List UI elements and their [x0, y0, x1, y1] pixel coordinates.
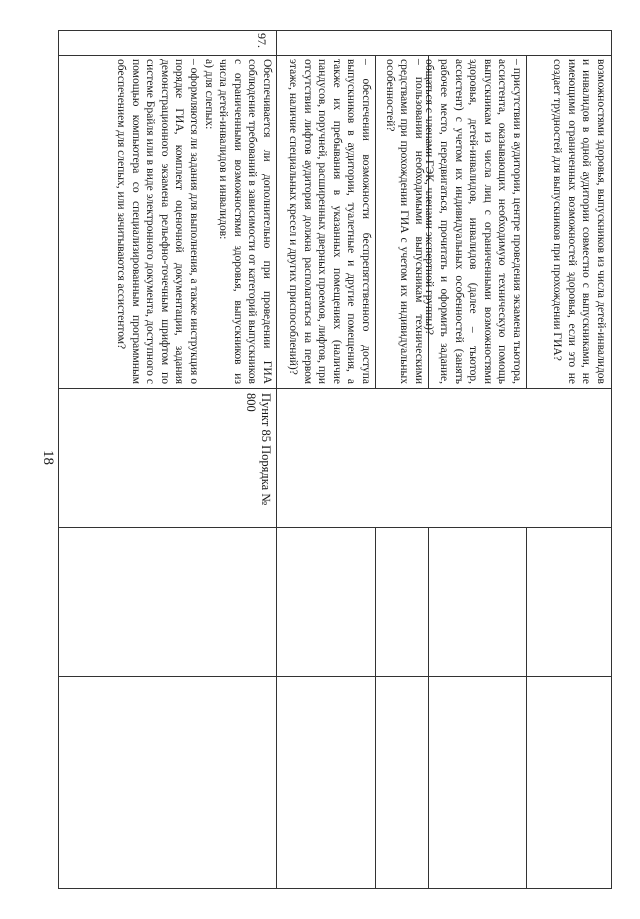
question-technical-means: – пользовании необходимыми выпускникам техническими средствами при прохождении ГИА с учетом их индивидуальных особенностей? [383, 59, 425, 384]
checklist-table [58, 30, 612, 889]
question-97-braille: – оформляются ли задания для выполнения, а также инструкция о порядке ГИА, комплект оценочной документации, задания демонстрационного экзамена рельефно-точечным шрифтом по системе Брайля или в виде электронного документа, доступного с помощью компьютера со специализированным программным обеспечением для слепых, или зачитываются ассистентом? [115, 59, 201, 384]
question-tutor-presence: – присутствии в аудитории, центре проведения экзамена тьютора, ассистента, оказывающих необходимую техническую помощь выпускникам из числа лиц с ограниченными возможностями здоровья, детей-инвалидов, инвалидов (далее – тьютор, ассистент) с учетом их индивидуальных особенностей (занять рабочее место, передвигаться, прочитать и оформить задание, общаться с членами ГЭК, членами экспертной группы)? [423, 59, 523, 384]
row-divider [526, 527, 527, 888]
question-item-97 [62, 59, 274, 384]
row-divider [428, 527, 429, 888]
row-divider [375, 527, 376, 888]
column-divider [59, 527, 611, 528]
page-number: 18 [40, 450, 56, 465]
row-divider [375, 55, 376, 388]
legal-reference: Пункт 85 Порядка № 800 [244, 393, 273, 506]
column-divider [59, 676, 611, 677]
row-divider [526, 55, 527, 388]
question-97-main: Обеспечивается ли дополнительно при проведении ГИА соблюдение требований в зависимости от категорий выпускников с ограниченными возможностями здоровья, выпускников из числа детей-инвалидов и инвалидов: [217, 59, 273, 384]
column-divider [59, 55, 611, 56]
column-divider [59, 388, 611, 389]
question-97-sub-a: а) для слепых: [202, 59, 215, 130]
row-divider [276, 31, 277, 888]
item-number: 97. [255, 33, 269, 48]
question-text-continued: возможностями здоровья, выпускников из числа детей-инвалидов и инвалидов в одной аудитории совместно с выпускниками, не имеющими ограниченных возможностей здоровья, если это не создает трудностей для выпускников при прохождении ГИА? [551, 59, 607, 384]
question-accessibility: – обеспечении возможности беспрепятственного доступа выпускников в аудитории, туалетные и другие помещения, а также их пребывания в указанных помещениях (наличие пандусов, поручней, расширенных дверных проемов, лифтов, при отсутствии лифтов аудитория должна располагаться на первом этаже, наличие специальных кресел и других приспособлений)? [287, 59, 372, 384]
